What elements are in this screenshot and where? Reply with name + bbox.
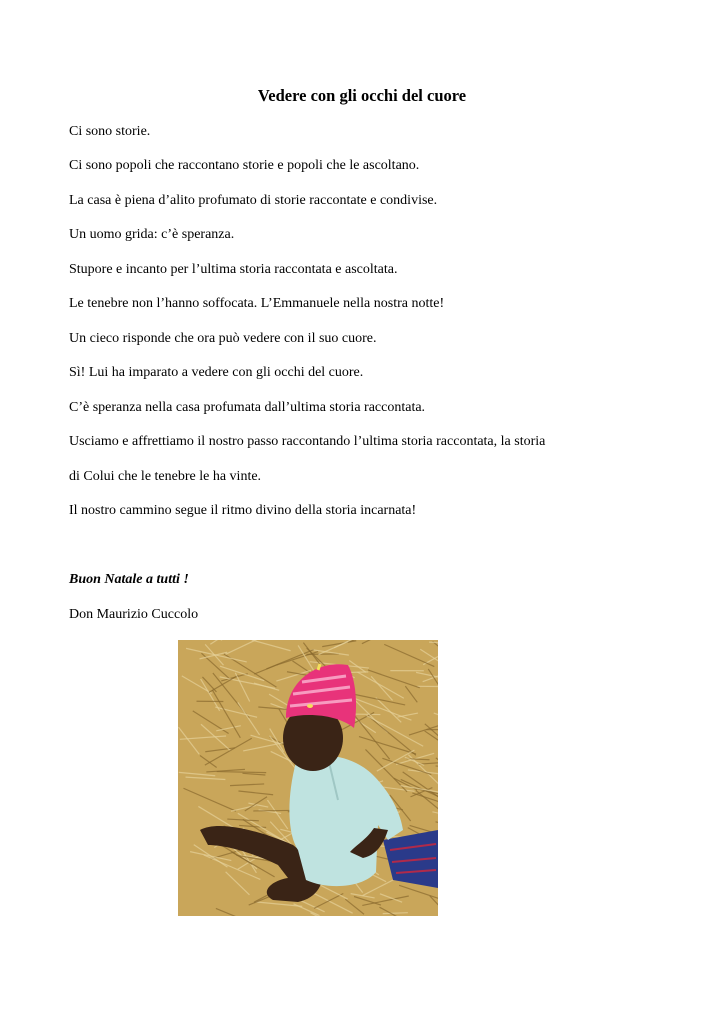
paragraph-line: Ci sono storie. [69, 124, 151, 139]
paragraph-line: Stupore e incanto per l’ultima storia raccontata e ascoltata. [69, 262, 398, 277]
paragraph-line: Le tenebre non l’hanno soffocata. L’Emmanuele nella nostra notte! [69, 296, 445, 311]
paragraph-line: Il nostro cammino segue il ritmo divino della storia incarnata! [69, 503, 417, 518]
paragraph-line: C’è speranza nella casa profumata dall’ultima storia raccontata. [69, 400, 426, 415]
paragraph-line: Ci sono popoli che raccontano storie e popoli che le ascoltano. [69, 158, 420, 173]
christmas-greeting: Buon Natale a tutti ! [69, 572, 189, 587]
paragraph-line: Un uomo grida: c’è speranza. [69, 227, 235, 242]
child-on-straw-photo [178, 640, 438, 916]
paragraph-line: Sì! Lui ha imparato a vedere con gli occhi del cuore. [69, 365, 364, 380]
paragraph-line: La casa è piena d’alito profumato di storie raccontate e condivise. [69, 193, 438, 208]
paragraph-line: di Colui che le tenebre le ha vinte. [69, 469, 262, 484]
signature: Don Maurizio Cuccolo [69, 607, 199, 622]
paragraph-line: Usciamo e affrettiamo il nostro passo raccontando l’ultima storia raccontata, la storia [69, 434, 546, 449]
document-title: Vedere con gli occhi del cuore [257, 86, 467, 105]
paragraph-line: Un cieco risponde che ora può vedere con il suo cuore. [69, 331, 377, 346]
